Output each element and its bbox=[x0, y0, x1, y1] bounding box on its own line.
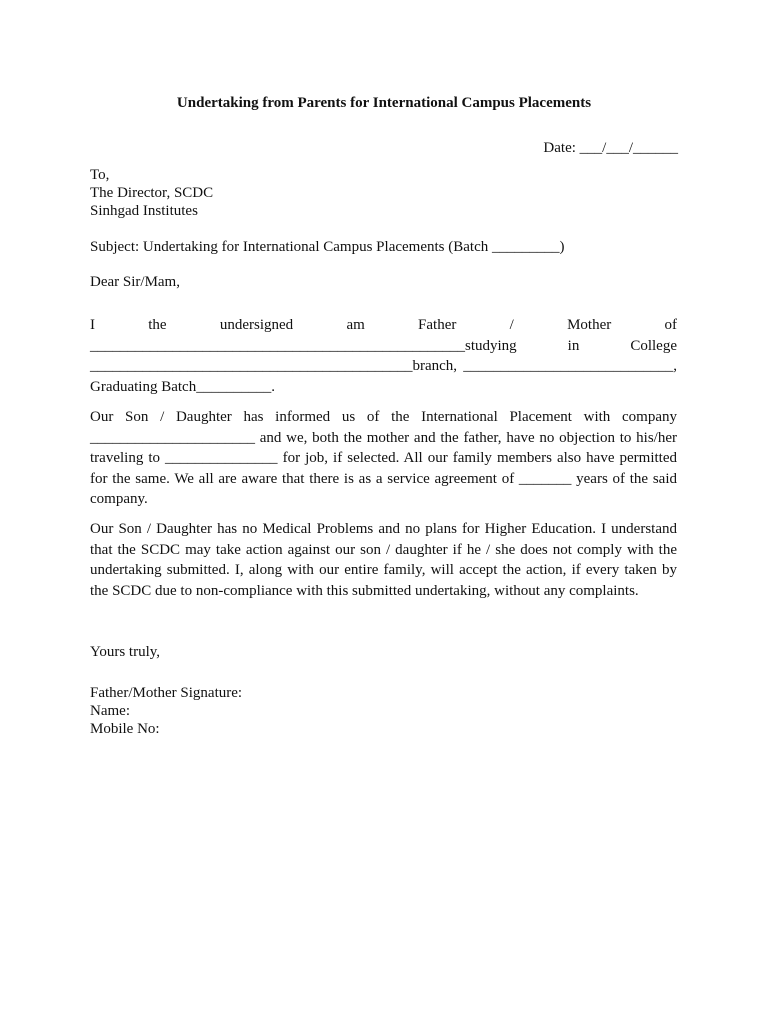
paragraph-line: ___________________________________________branch, ____________________________, bbox=[90, 358, 677, 374]
paragraph-placement: Our Son / Daughter has informed us of the International Placement with company ______________________ and we, both the mother and the father, have no objection to his/her traveling to _______________ for job, if selected. All our family members also have permitted for the same. We all are aware that there is as a service agreement of _______ years of the said company. bbox=[90, 409, 677, 507]
paragraph-medical: Our Son / Daughter has no Medical Problems and no plans for Higher Education. I understand that the SCDC may take action against our son / daughter if he / she does not comply with the undertaking submitted. I, along with our entire family, will accept the action, if every taken by the SCDC due to non-compliance with this submitted undertaking, without any complaints. bbox=[90, 521, 677, 599]
subject-line: Subject: Undertaking for International Campus Placements (Batch _________) bbox=[90, 239, 565, 255]
paragraph-declaration bbox=[90, 315, 677, 397]
address-line: The Director, SCDC bbox=[90, 185, 214, 201]
mobile-label: Mobile No: bbox=[90, 721, 160, 737]
salutation: Dear Sir/Mam, bbox=[90, 274, 180, 290]
paragraph-line: __________________________________________________studying in College bbox=[90, 337, 677, 354]
signature-label: Father/Mother Signature: bbox=[90, 685, 243, 701]
document-title: Undertaking from Parents for International Campus Placements bbox=[176, 95, 592, 111]
paragraph-line: I the undersigned am Father / Mother of bbox=[90, 317, 677, 333]
date-line: Date: ___/___/______ bbox=[543, 140, 678, 156]
recipient-address bbox=[90, 166, 677, 220]
paragraph-line: Graduating Batch__________. bbox=[90, 378, 275, 395]
signature-block bbox=[90, 684, 677, 738]
address-line: Sinhgad Institutes bbox=[90, 203, 198, 219]
address-line: To, bbox=[90, 167, 110, 183]
name-label: Name: bbox=[90, 703, 130, 719]
closing: Yours truly, bbox=[90, 644, 161, 660]
